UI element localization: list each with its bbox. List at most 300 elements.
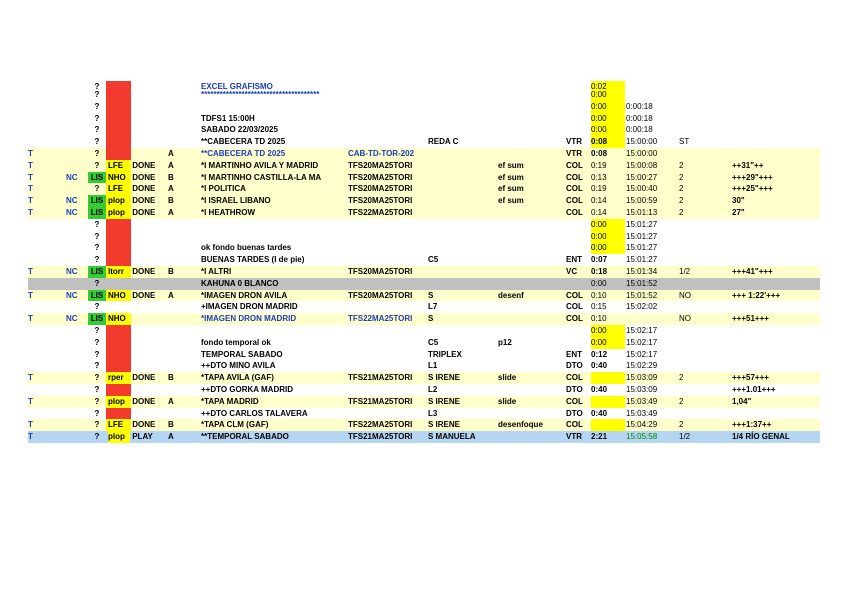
status-cell[interactable]: LIS	[88, 290, 106, 302]
status-cell[interactable]: ?	[94, 349, 100, 359]
notes-cell[interactable]: +++ 1:22'+++	[732, 290, 781, 300]
file-cell[interactable]	[348, 219, 428, 231]
nc-cell[interactable]	[66, 81, 86, 89]
file-cell[interactable]: TFS20MA25TORI	[348, 290, 413, 300]
notes-cell[interactable]: ++31"++	[732, 160, 764, 170]
title-cell[interactable]	[201, 231, 347, 243]
type-cell[interactable]: COL	[566, 207, 583, 217]
duration-cell[interactable]: 0:07	[591, 255, 608, 265]
state-color-cell[interactable]	[106, 278, 131, 290]
file-cell[interactable]: TFS22MA25TORI	[348, 420, 413, 430]
t-cell[interactable]	[28, 278, 42, 290]
effect-cell[interactable]	[498, 219, 558, 231]
status-cell[interactable]: ?	[94, 231, 100, 241]
file-cell[interactable]	[348, 360, 428, 372]
sub-cell[interactable]: S	[428, 314, 434, 324]
ab-cell[interactable]: B	[168, 196, 174, 206]
duration-cell[interactable]: 0:00	[591, 231, 625, 243]
type-cell[interactable]: COL	[566, 290, 583, 300]
clock-cell[interactable]: 15:02:17	[626, 325, 658, 335]
state-cell[interactable]	[132, 101, 164, 113]
state-color-cell[interactable]	[106, 101, 131, 113]
flag-cell[interactable]: 2	[679, 160, 684, 170]
file-cell[interactable]: TFS21MA25TORI	[348, 432, 413, 442]
nc-cell[interactable]	[66, 396, 86, 408]
file-cell[interactable]	[348, 81, 428, 89]
nc-cell[interactable]: NC	[66, 196, 78, 206]
notes-cell[interactable]: 1,04"	[732, 396, 752, 406]
rundown-row[interactable]	[28, 301, 820, 313]
rundown-row[interactable]	[28, 219, 820, 231]
effect-cell[interactable]	[498, 207, 558, 219]
title-cell[interactable]: **TEMPORAL SABADO	[201, 432, 289, 442]
notes-cell[interactable]	[732, 408, 820, 420]
effect-cell[interactable]	[498, 301, 558, 313]
state-color-cell[interactable]	[106, 89, 131, 101]
state-color-cell[interactable]	[106, 337, 131, 349]
title-cell[interactable]: ++DTO CARLOS TALAVERA	[201, 408, 308, 418]
status-cell[interactable]: ?	[94, 420, 100, 430]
nc-cell[interactable]	[66, 101, 86, 113]
type-cell[interactable]	[566, 231, 591, 243]
notes-cell[interactable]	[732, 360, 820, 372]
status-cell[interactable]: ?	[94, 408, 100, 418]
effect-cell[interactable]	[498, 278, 558, 290]
flag-cell[interactable]	[679, 124, 709, 136]
file-cell[interactable]	[348, 254, 428, 266]
duration-cell[interactable]: 0:02	[591, 81, 625, 89]
state-cell[interactable]	[108, 290, 164, 302]
t-cell[interactable]: T	[28, 266, 33, 276]
title-cell[interactable]: *I ISRAEL LIBANO	[201, 196, 271, 206]
rundown-row[interactable]	[28, 207, 820, 219]
sub-cell[interactable]: L2	[428, 384, 438, 394]
rundown-row[interactable]	[28, 254, 820, 266]
rundown-row[interactable]	[28, 172, 820, 184]
type-cell[interactable]	[566, 124, 591, 136]
ab-cell[interactable]: A	[168, 290, 174, 300]
state-cell[interactable]	[108, 431, 164, 443]
sub-cell[interactable]	[428, 242, 498, 254]
flag-cell[interactable]	[679, 89, 709, 101]
notes-cell[interactable]	[732, 278, 820, 290]
t-cell[interactable]: T	[28, 160, 33, 170]
status-cell[interactable]: ?	[94, 278, 100, 288]
flag-cell[interactable]	[679, 231, 709, 243]
nc-cell[interactable]	[66, 278, 86, 290]
clock-cell[interactable]: 15:01:27	[626, 231, 658, 241]
sub-cell[interactable]	[428, 89, 498, 101]
sub-cell[interactable]	[428, 219, 498, 231]
state-cell[interactable]	[132, 124, 164, 136]
nc-cell[interactable]	[66, 124, 86, 136]
t-cell[interactable]	[28, 242, 42, 254]
sub-cell[interactable]: C5	[428, 337, 439, 347]
ab-cell[interactable]	[168, 136, 182, 148]
state-color-cell[interactable]	[106, 384, 131, 396]
t-cell[interactable]	[28, 360, 42, 372]
ab-cell[interactable]	[168, 231, 182, 243]
state-cell[interactable]	[132, 254, 164, 266]
duration-cell[interactable]: 0:15	[591, 302, 607, 312]
effect-cell[interactable]: ef sum	[498, 196, 524, 206]
ab-cell[interactable]: A	[168, 432, 174, 442]
file-cell[interactable]	[348, 242, 428, 254]
type-cell[interactable]: ENT	[566, 255, 582, 265]
ab-cell[interactable]	[168, 349, 182, 361]
nc-cell[interactable]	[66, 408, 86, 420]
status-cell[interactable]: LIS	[88, 313, 106, 325]
duration-cell[interactable]: 0:00	[591, 337, 625, 349]
rundown-row[interactable]	[28, 396, 820, 408]
effect-cell[interactable]	[498, 113, 558, 125]
rundown-row[interactable]	[28, 325, 820, 337]
ab-cell[interactable]	[168, 301, 182, 313]
ab-cell[interactable]: A	[168, 184, 174, 194]
file-cell[interactable]: TFS21MA25TORI	[348, 373, 413, 383]
t-cell[interactable]	[28, 301, 42, 313]
rundown-row[interactable]	[28, 419, 820, 431]
ab-cell[interactable]	[168, 384, 182, 396]
status-cell[interactable]: ?	[94, 373, 100, 383]
notes-cell[interactable]: +++41"+++	[732, 266, 773, 276]
title-cell[interactable]: ok fondo buenas tardes	[201, 243, 292, 253]
t-cell[interactable]	[28, 384, 42, 396]
notes-cell[interactable]	[732, 136, 820, 148]
ab-cell[interactable]: A	[168, 207, 174, 217]
notes-cell[interactable]	[732, 231, 820, 243]
clock-cell[interactable]: 15:02:29	[626, 361, 658, 371]
status-cell[interactable]: ?	[94, 219, 100, 229]
rundown-row[interactable]	[28, 349, 820, 361]
type-cell[interactable]: COL	[566, 196, 583, 206]
effect-cell[interactable]	[498, 384, 558, 396]
title-cell[interactable]: **CABECERA TD 2025	[201, 137, 286, 147]
file-cell[interactable]: TFS22MA25TORI	[348, 207, 413, 217]
flag-cell[interactable]	[679, 360, 709, 372]
t-cell[interactable]	[28, 349, 42, 361]
duration-cell[interactable]: 0:00	[591, 124, 625, 136]
t-cell[interactable]	[28, 254, 42, 266]
effect-cell[interactable]	[498, 101, 558, 113]
sub-cell[interactable]: L3	[428, 408, 438, 418]
ab-cell[interactable]	[168, 408, 182, 420]
state-cell[interactable]	[132, 136, 164, 148]
effect-cell[interactable]	[498, 254, 558, 266]
sub-cell[interactable]	[428, 231, 498, 243]
notes-cell[interactable]	[732, 301, 820, 313]
clock-cell[interactable]: 15:00:08	[626, 160, 658, 170]
file-cell[interactable]	[348, 301, 428, 313]
sub-cell[interactable]: L1	[428, 361, 438, 371]
type-cell[interactable]: COL	[566, 184, 583, 194]
nc-cell[interactable]	[66, 337, 86, 349]
state-cell[interactable]	[132, 384, 164, 396]
type-cell[interactable]	[566, 81, 591, 89]
nc-cell[interactable]: NC	[66, 290, 78, 300]
title-cell[interactable]: TDFS1 15:00H	[201, 113, 255, 123]
effect-cell[interactable]: ef sum	[498, 172, 524, 182]
duration-cell[interactable]: 0:19	[591, 184, 607, 194]
clock-cell[interactable]: 0:00:18	[626, 125, 653, 135]
nc-cell[interactable]	[66, 254, 86, 266]
status-cell[interactable]: ?	[94, 184, 100, 194]
rundown-row[interactable]	[28, 290, 820, 302]
nc-cell[interactable]	[66, 148, 86, 160]
sub-cell[interactable]: L7	[428, 302, 438, 312]
type-cell[interactable]: COL	[566, 396, 583, 406]
duration-cell[interactable]: 0:00	[591, 278, 607, 288]
flag-cell[interactable]	[679, 148, 709, 160]
title-cell[interactable]: fondo temporal ok	[201, 337, 271, 347]
duration-cell[interactable]: 0:00	[591, 325, 625, 337]
state-color-cell[interactable]	[106, 136, 131, 148]
type-cell[interactable]	[566, 113, 591, 125]
notes-cell[interactable]	[732, 124, 820, 136]
duration-cell[interactable]: 0:40	[591, 384, 608, 394]
status-cell[interactable]: LIS	[88, 172, 106, 184]
t-cell[interactable]	[28, 136, 42, 148]
effect-cell[interactable]	[498, 266, 558, 278]
rundown-row[interactable]	[28, 242, 820, 254]
duration-cell[interactable]	[591, 419, 625, 431]
nc-cell[interactable]: NC	[66, 266, 78, 276]
status-cell[interactable]: ?	[94, 337, 100, 347]
state-cell[interactable]	[132, 242, 164, 254]
clock-cell[interactable]: 15:00:40	[626, 184, 658, 194]
title-cell[interactable]: *TAPA CLM (GAF)	[201, 420, 269, 430]
state-color-cell[interactable]	[106, 81, 131, 89]
state-cell[interactable]	[132, 325, 164, 337]
t-cell[interactable]: T	[28, 184, 33, 194]
notes-cell[interactable]	[732, 219, 820, 231]
type-cell[interactable]	[566, 242, 591, 254]
clock-cell[interactable]: 0:00:18	[626, 101, 653, 111]
nc-cell[interactable]	[66, 219, 86, 231]
file-cell[interactable]	[348, 89, 428, 101]
effect-cell[interactable]	[498, 349, 558, 361]
sub-cell[interactable]	[428, 124, 498, 136]
notes-cell[interactable]: +++1.01+++	[732, 384, 776, 394]
effect-cell[interactable]	[498, 89, 558, 101]
rundown-row[interactable]	[28, 231, 820, 243]
title-cell[interactable]: +IMAGEN DRON MADRID	[201, 302, 298, 312]
clock-cell[interactable]	[626, 313, 678, 325]
file-cell[interactable]	[348, 101, 428, 113]
notes-cell[interactable]	[732, 89, 820, 101]
clock-cell[interactable]: 15:01:27	[626, 219, 658, 229]
flag-cell[interactable]	[679, 301, 709, 313]
status-cell[interactable]: ?	[94, 125, 100, 135]
nc-cell[interactable]	[66, 325, 86, 337]
file-cell[interactable]: TFS22MA25TORI	[348, 314, 413, 324]
status-cell[interactable]: ?	[94, 137, 100, 147]
duration-cell[interactable]: 0:19	[591, 160, 607, 170]
ab-cell[interactable]	[168, 124, 182, 136]
sub-cell[interactable]	[428, 183, 498, 195]
effect-cell[interactable]	[498, 148, 558, 160]
status-cell[interactable]: LIS	[88, 195, 106, 207]
title-cell[interactable]: *I MARTINHO CASTILLA-LA MA	[201, 172, 322, 182]
flag-cell[interactable]	[679, 384, 709, 396]
effect-cell[interactable]	[498, 124, 558, 136]
state-cell[interactable]	[132, 231, 164, 243]
rundown-row[interactable]	[28, 360, 820, 372]
effect-cell[interactable]	[498, 313, 558, 325]
status-cell[interactable]: LIS	[88, 207, 106, 219]
nc-cell[interactable]	[66, 89, 86, 101]
type-cell[interactable]	[566, 325, 591, 337]
effect-cell[interactable]	[498, 325, 558, 337]
clock-cell[interactable]: 15:00:00	[626, 148, 658, 158]
rundown-row[interactable]	[28, 124, 820, 136]
status-cell[interactable]: ?	[94, 82, 100, 89]
file-cell[interactable]	[348, 231, 428, 243]
flag-cell[interactable]: 1/2	[679, 432, 691, 442]
notes-cell[interactable]	[732, 242, 820, 254]
nc-cell[interactable]	[66, 360, 86, 372]
nc-cell[interactable]	[66, 349, 86, 361]
state-color-cell[interactable]	[106, 219, 131, 231]
ab-cell[interactable]	[168, 278, 182, 290]
type-cell[interactable]: COL	[566, 172, 583, 182]
t-cell[interactable]	[28, 337, 42, 349]
type-cell[interactable]: VC	[566, 266, 578, 276]
effect-cell[interactable]: desenfoque	[498, 420, 543, 430]
duration-cell[interactable]: 0:40	[591, 361, 608, 371]
rundown-row[interactable]	[28, 278, 820, 290]
title-cell[interactable]: *I HEATHROW	[201, 207, 256, 217]
effect-cell[interactable]: slide	[498, 373, 517, 383]
state-cell[interactable]	[108, 396, 164, 408]
rundown-row[interactable]	[28, 431, 820, 443]
clock-cell[interactable]: 15:01:52	[626, 290, 658, 300]
title-cell[interactable]	[201, 219, 347, 231]
state-cell[interactable]	[132, 301, 164, 313]
notes-cell[interactable]: 1/4 RÍO GENAL	[732, 432, 790, 442]
rundown-row[interactable]	[28, 89, 820, 101]
flag-cell[interactable]: 2	[679, 396, 684, 406]
type-cell[interactable]: COL	[566, 314, 583, 324]
flag-cell[interactable]	[679, 325, 709, 337]
clock-cell[interactable]: 15:03:09	[626, 373, 658, 383]
notes-cell[interactable]	[732, 254, 820, 266]
type-cell[interactable]: ENT	[566, 349, 582, 359]
flag-cell[interactable]: 2	[679, 196, 684, 206]
rundown-row[interactable]	[28, 384, 820, 396]
flag-cell[interactable]	[679, 278, 709, 290]
title-cell[interactable]: ++DTO MINO AVILA	[201, 361, 276, 371]
state-cell[interactable]	[108, 183, 164, 195]
status-cell[interactable]: ?	[94, 302, 100, 312]
notes-cell[interactable]	[732, 148, 820, 160]
t-cell[interactable]: T	[28, 207, 33, 217]
ab-cell[interactable]: B	[168, 172, 174, 182]
nc-cell[interactable]	[66, 113, 86, 125]
title-cell[interactable]: EXCEL GRAFISMO	[201, 82, 273, 89]
type-cell[interactable]: COL	[566, 373, 583, 383]
duration-cell[interactable]: 0:08	[591, 148, 608, 158]
duration-cell[interactable]: 0:08	[591, 136, 625, 148]
rundown-row[interactable]	[28, 195, 820, 207]
state-color-cell[interactable]	[106, 325, 131, 337]
t-cell[interactable]	[28, 101, 42, 113]
state-cell[interactable]	[108, 313, 164, 325]
sub-cell[interactable]: C5	[428, 255, 439, 265]
type-cell[interactable]: VTR	[566, 432, 582, 442]
t-cell[interactable]	[28, 219, 42, 231]
t-cell[interactable]: T	[28, 373, 33, 383]
state-cell[interactable]	[132, 219, 164, 231]
nc-cell[interactable]	[66, 419, 86, 431]
file-cell[interactable]: TFS20MA25TORI	[348, 196, 413, 206]
clock-cell[interactable]: 15:01:52	[626, 278, 658, 288]
state-cell[interactable]	[132, 81, 164, 89]
status-cell[interactable]: ?	[94, 361, 100, 371]
effect-cell[interactable]: p12	[498, 337, 512, 347]
sub-cell[interactable]: S	[428, 290, 434, 300]
title-cell[interactable]: SABADO 22/03/2025	[201, 125, 278, 135]
ab-cell[interactable]	[168, 101, 182, 113]
ab-cell[interactable]: A	[168, 148, 174, 158]
notes-cell[interactable]	[732, 101, 820, 113]
effect-cell[interactable]: desenf	[498, 290, 524, 300]
flag-cell[interactable]	[679, 349, 709, 361]
file-cell[interactable]	[348, 113, 428, 125]
ab-cell[interactable]	[168, 254, 182, 266]
t-cell[interactable]	[28, 325, 42, 337]
t-cell[interactable]	[28, 81, 42, 89]
state-color-cell[interactable]	[106, 113, 131, 125]
state-cell[interactable]	[132, 113, 164, 125]
duration-cell[interactable]: 0:13	[591, 172, 607, 182]
duration-cell[interactable]: 0:00	[591, 219, 625, 231]
state-color-cell[interactable]	[106, 360, 131, 372]
nc-cell[interactable]	[66, 231, 86, 243]
flag-cell[interactable]: 2	[679, 172, 684, 182]
title-cell[interactable]: *IMAGEN DRON AVILA	[201, 290, 288, 300]
nc-cell[interactable]: NC	[66, 207, 78, 217]
file-cell[interactable]: CAB-TD-TOR-202	[348, 148, 415, 158]
nc-cell[interactable]	[66, 160, 86, 172]
ab-cell[interactable]	[168, 242, 182, 254]
sub-cell[interactable]: S IRENE	[428, 373, 461, 383]
flag-cell[interactable]	[679, 81, 709, 89]
t-cell[interactable]: T	[28, 290, 33, 300]
flag-cell[interactable]	[679, 219, 709, 231]
duration-cell[interactable]: 0:00	[591, 101, 625, 113]
state-color-cell[interactable]	[106, 242, 131, 254]
title-cell[interactable]: *I POLITICA	[201, 184, 246, 194]
state-color-cell[interactable]	[106, 148, 131, 160]
type-cell[interactable]	[566, 101, 591, 113]
title-cell[interactable]: **************************************	[201, 90, 320, 99]
state-cell[interactable]	[132, 89, 164, 101]
ab-cell[interactable]	[168, 113, 182, 125]
nc-cell[interactable]	[66, 372, 86, 384]
duration-cell[interactable]: 0:00	[591, 89, 625, 101]
sub-cell[interactable]	[428, 195, 498, 207]
status-cell[interactable]: ?	[94, 148, 100, 158]
rundown-row[interactable]	[28, 337, 820, 349]
duration-cell[interactable]: 0:10	[591, 290, 607, 300]
t-cell[interactable]	[28, 89, 42, 101]
file-cell[interactable]	[348, 136, 428, 148]
t-cell[interactable]	[28, 408, 42, 420]
t-cell[interactable]: T	[28, 148, 33, 158]
t-cell[interactable]: T	[28, 396, 33, 406]
rundown-row[interactable]	[28, 101, 820, 113]
